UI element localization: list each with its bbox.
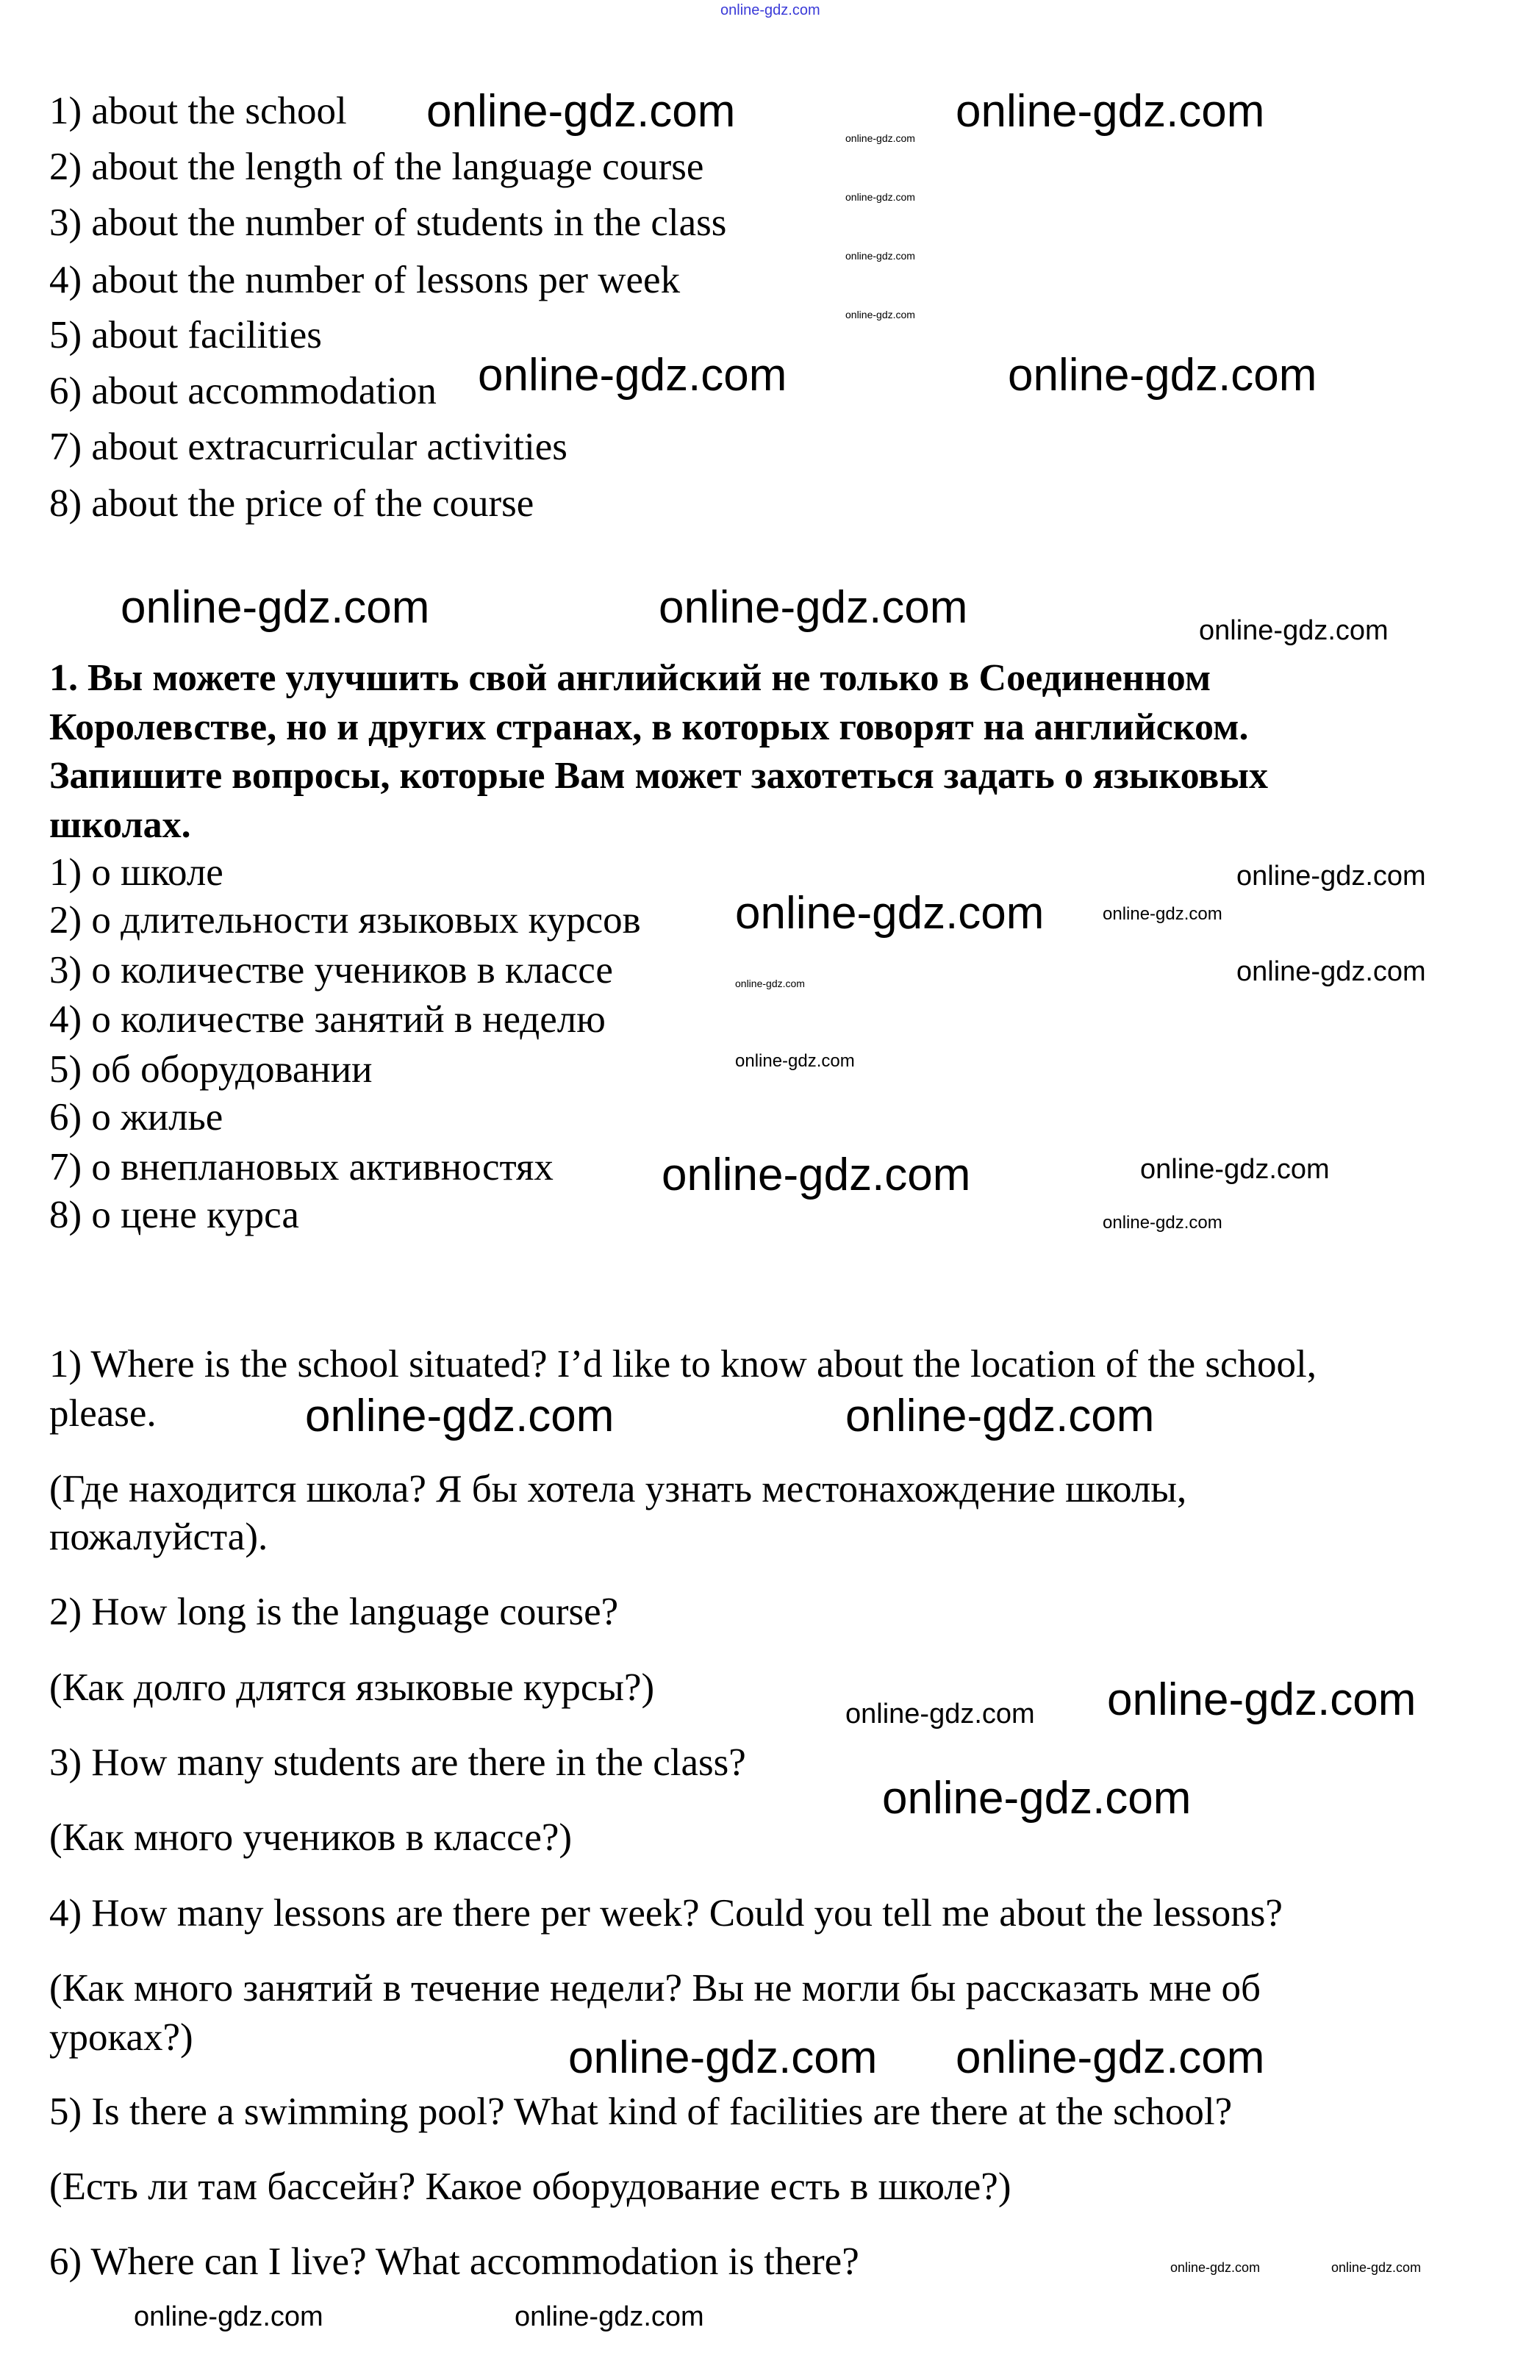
watermark: online-gdz.com	[478, 350, 787, 401]
watermark: online-gdz.com	[845, 132, 915, 144]
watermark: online-gdz.com	[1008, 350, 1317, 401]
watermark: online-gdz.com	[515, 2301, 704, 2332]
watermark: online-gdz.com	[1103, 904, 1222, 924]
answer-line: 5) Is there a swimming pool? What kind of facilities are there at the school?	[49, 2090, 1233, 2133]
russian-topic: 8) о цене курса	[49, 1194, 299, 1236]
russian-topic: 6) о жилье	[49, 1096, 223, 1139]
russian-topic: 1) о школе	[49, 851, 223, 894]
english-topic: 4) about the number of lessons per week	[49, 259, 681, 301]
answer-line: please.	[49, 1392, 157, 1435]
watermark: online-gdz.com	[1236, 956, 1426, 987]
watermark: online-gdz.com	[735, 888, 1045, 939]
watermark: online-gdz.com	[845, 250, 915, 262]
task-heading: 1. Вы можете улучшить свой английский не только в Соединенном	[49, 657, 1211, 699]
task-heading: Королевстве, но и других странах, в которых говорят на английском.	[49, 706, 1249, 748]
watermark: online-gdz.com	[1331, 2260, 1422, 2275]
watermark: online-gdz.com	[1103, 1213, 1222, 1233]
russian-topic: 4) о количестве занятий в неделю	[49, 998, 606, 1041]
watermark: online-gdz.com	[305, 1391, 615, 1441]
watermark: online-gdz.com	[845, 309, 915, 320]
answer-line: (Есть ли там бассейн? Какое оборудование есть в школе?)	[49, 2165, 1011, 2208]
watermark: online-gdz.com	[735, 1051, 855, 1071]
english-topic: 5) about facilities	[49, 314, 322, 356]
watermark: online-gdz.com	[659, 582, 968, 633]
english-topic: 6) about accommodation	[49, 370, 437, 412]
answer-line: пожалуйста).	[49, 1516, 268, 1558]
watermark: online-gdz.com	[568, 2032, 878, 2083]
answer-line: 3) How many students are there in the class?	[49, 1741, 746, 1784]
answer-line: уроках?)	[49, 2016, 193, 2059]
watermark: online-gdz.com	[1107, 1674, 1417, 1725]
watermark: online-gdz.com	[845, 1391, 1155, 1441]
watermark: online-gdz.com	[956, 2032, 1265, 2083]
watermark: online-gdz.com	[1140, 1154, 1330, 1185]
watermark: online-gdz.com	[1199, 615, 1389, 646]
answer-line: 6) Where can I live? What accommodation is there?	[49, 2240, 859, 2283]
russian-topic: 7) о внеплановых активностях	[49, 1146, 554, 1189]
english-topic: 8) about the price of the course	[49, 482, 534, 525]
answer-line: 2) How long is the language course?	[49, 1591, 619, 1633]
task-heading: школах.	[49, 804, 191, 846]
watermark: online-gdz.com	[720, 2, 820, 18]
watermark: online-gdz.com	[845, 1699, 1035, 1730]
watermark: online-gdz.com	[134, 2301, 323, 2332]
answer-line: (Как много учеников в классе?)	[49, 1816, 573, 1859]
watermark: online-gdz.com	[1236, 861, 1426, 892]
russian-topic: 2) о длительности языковых курсов	[49, 899, 641, 942]
answer-line: (Как долго длятся языковые курсы?)	[49, 1666, 655, 1709]
watermark: online-gdz.com	[845, 191, 915, 203]
watermark: online-gdz.com	[426, 86, 736, 137]
russian-topic: 3) о количестве учеников в классе	[49, 949, 613, 992]
answer-line: 4) How many lessons are there per week? Could you tell me about the lessons?	[49, 1892, 1283, 1935]
watermark: online-gdz.com	[956, 86, 1265, 137]
watermark: online-gdz.com	[1170, 2260, 1261, 2275]
task-heading: Запишите вопросы, которые Вам может захотеться задать о языковых	[49, 755, 1268, 797]
watermark: online-gdz.com	[662, 1150, 971, 1200]
watermark: online-gdz.com	[121, 582, 430, 633]
russian-topic: 5) об оборудовании	[49, 1048, 373, 1091]
watermark: online-gdz.com	[735, 978, 805, 989]
watermark: online-gdz.com	[882, 1773, 1192, 1824]
answer-line: (Где находится школа? Я бы хотела узнать местонахождение школы,	[49, 1468, 1187, 1510]
answer-line: (Как много занятий в течение недели? Вы не могли бы рассказать мне об	[49, 1967, 1261, 2010]
english-topic: 2) about the length of the language course	[49, 146, 704, 188]
english-topic: 1) about the school	[49, 90, 347, 132]
english-topic: 3) about the number of students in the class	[49, 201, 727, 244]
answer-line: 1) Where is the school situated? I’d like to know about the location of the school,	[49, 1343, 1317, 1386]
english-topic: 7) about extracurricular activities	[49, 426, 567, 468]
